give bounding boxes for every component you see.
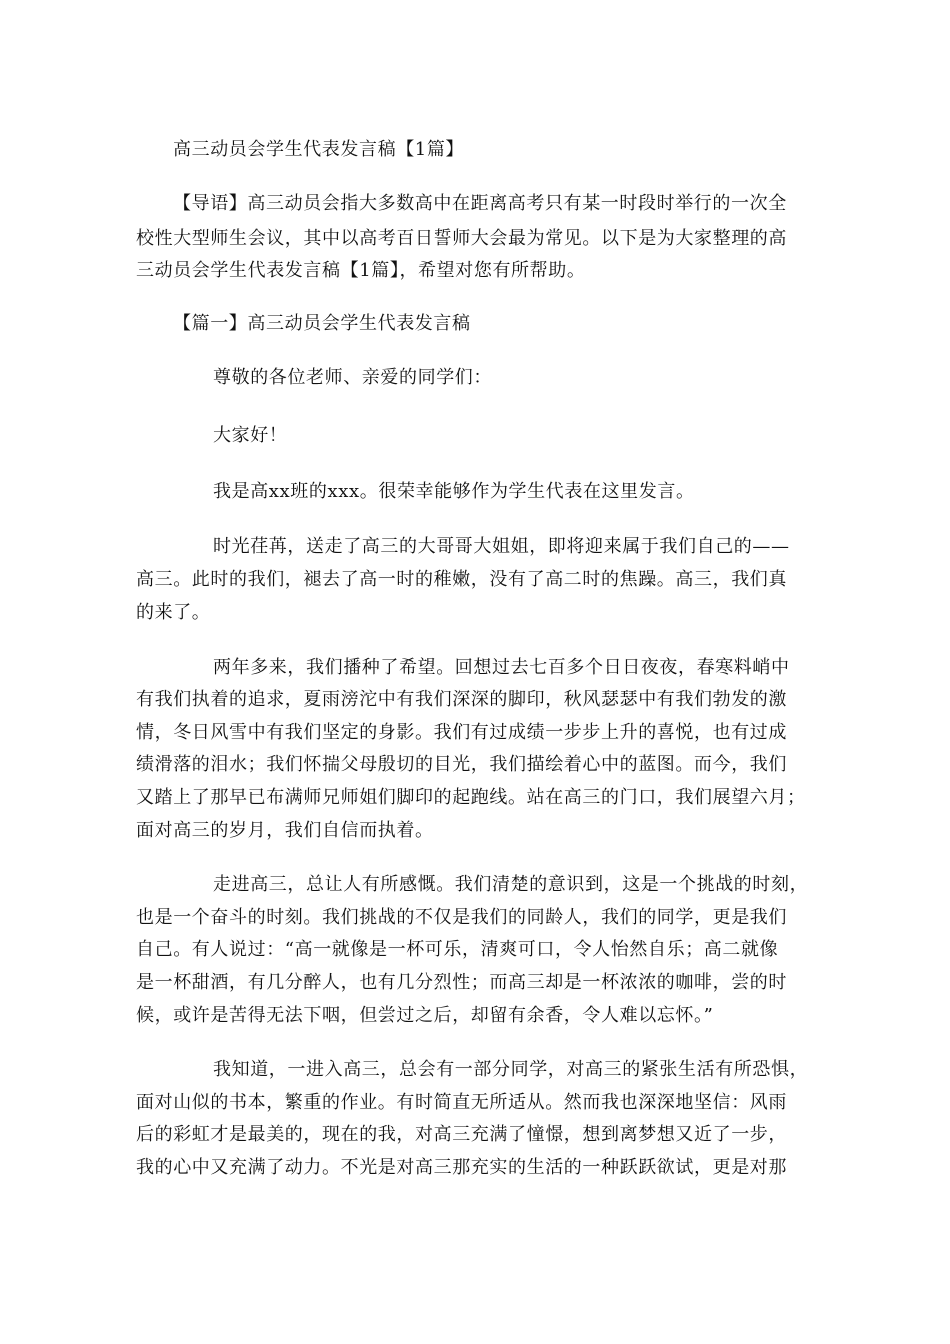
paragraph-3-line-4: 是一杯甜酒，有几分醉人，也有几分烈性；而高三却是一杯浓浓的咖啡，尝的时 — [136, 972, 787, 993]
self-intro: 我是高xx班的xxx。很荣幸能够作为学生代表在这里发言。 — [213, 481, 695, 502]
paragraph-2-line-2: 有我们执着的追求，夏雨滂沱中有我们深深的脚印，秋风瑟瑟中有我们勃发的激 — [136, 689, 787, 710]
paragraph-3-line-5: 候，或许是苦得无法下咽，但尝过之后，却留有余香，令人难以忘怀。” — [136, 1005, 714, 1026]
greeting: 大家好！ — [213, 425, 288, 446]
paragraph-2-line-1: 两年多来，我们播种了希望。回想过去七百多个日日夜夜，春寒料峭中 — [213, 657, 790, 678]
intro-line-1: 【导语】高三动员会指大多数高中在距离高考只有某一时段时举行的一次全 — [173, 193, 787, 214]
intro-line-3: 三动员会学生代表发言稿【1篇】，希望对您有所帮助。 — [136, 260, 586, 281]
document-title: 高三动员会学生代表发言稿【1篇】 — [173, 139, 465, 160]
paragraph-2-line-6: 面对高三的岁月，我们自信而执着。 — [136, 820, 434, 841]
paragraph-2-line-4: 绩滑落的泪水；我们怀揣父母殷切的目光，我们描绘着心中的蓝图。而今，我们 — [136, 754, 787, 775]
paragraph-1-line-1: 时光荏苒，送走了高三的大哥哥大姐姐，即将迎来属于我们自己的—— — [213, 536, 790, 557]
paragraph-4-line-1: 我知道，一进入高三，总会有一部分同学，对高三的紧张生活有所恐惧， — [213, 1059, 809, 1080]
paragraph-3-line-1: 走进高三，总让人有所感慨。我们清楚的意识到，这是一个挑战的时刻， — [213, 874, 809, 895]
paragraph-1-line-3: 的来了。 — [136, 602, 211, 623]
section-heading: 【篇一】高三动员会学生代表发言稿 — [173, 313, 471, 334]
salutation: 尊敬的各位老师、亲爱的同学们： — [213, 367, 492, 388]
intro-line-2: 校性大型师生会议，其中以高考百日誓师大会最为常见。以下是为大家整理的高 — [136, 228, 787, 249]
paragraph-3-line-2: 也是一个奋斗的时刻。我们挑战的不仅是我们的同龄人，我们的同学，更是我们 — [136, 907, 787, 928]
paragraph-2-line-3: 情，冬日风雪中有我们坚定的身影。我们有过成绩一步步上升的喜悦，也有过成 — [136, 722, 787, 743]
paragraph-4-line-2: 面对山似的书本，繁重的作业。有时简直无所适从。然而我也深深地坚信：风雨 — [136, 1092, 787, 1113]
paragraph-1-line-2: 高三。此时的我们，褪去了高一时的稚嫩，没有了高二时的焦躁。高三，我们真 — [136, 569, 787, 590]
paragraph-2-line-5: 又踏上了那早已布满师兄师姐们脚印的起跑线。站在高三的门口，我们展望六月； — [136, 787, 806, 808]
paragraph-4-line-4: 我的心中又充满了动力。不光是对高三那充实的生活的一种跃跃欲试，更是对那 — [136, 1157, 787, 1178]
paragraph-4-line-3: 后的彩虹才是最美的，现在的我，对高三充满了憧憬，想到离梦想又近了一步， — [136, 1124, 787, 1145]
paragraph-3-line-3: 自己。有人说过：“高一就像是一杯可乐，清爽可口，令人怡然自乐；高二就像 — [136, 939, 779, 960]
